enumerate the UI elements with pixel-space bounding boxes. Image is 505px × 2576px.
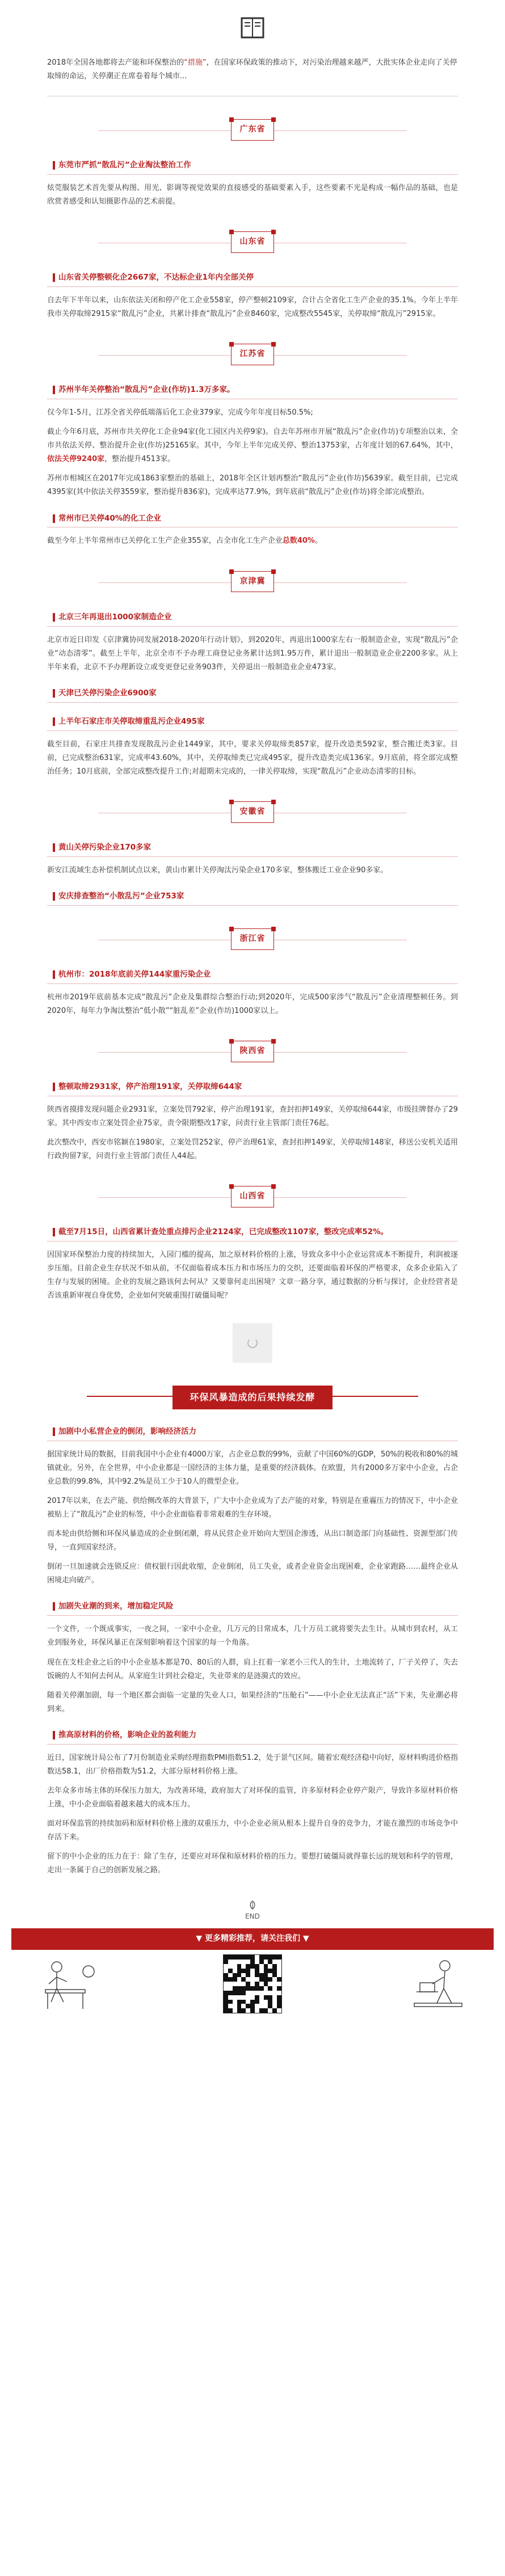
province-tag: 山东省 [231, 231, 274, 253]
heading-bar-icon [53, 1731, 55, 1739]
intro-part2: ，在国家环保政策的推动下，对污染治理越来越严，大批实体企业走向了关停取缔的命运，关停潮正在席卷着每个城市... [47, 58, 457, 81]
body-paragraph: 仅今年1-5月，江苏全省关停低端落后化工企业379家，完成今年年度目标50.5%; [47, 408, 313, 417]
aftermath-heading-text: 加剧失业潮的到来，增加稳定风险 [58, 1602, 174, 1611]
end-marker [47, 1900, 458, 1923]
sub-heading [47, 966, 458, 984]
province-section [47, 1186, 458, 1303]
province-tag-wrap [47, 1041, 458, 1063]
paragraph-text: 截止今年6月底，苏州市共关停化工企业94家(化工园区内关停9家)。自去年苏州市开展“散乱污”企业(作坊)专项整治以来，全市共依法关停、整治提升企业(作坊)25165家。其中，今年上半年完成关停、整治13753家，占年度计划的67.64%，其中， [47, 428, 458, 450]
heading-bar-icon [53, 689, 55, 698]
province-tag-wrap [47, 1186, 458, 1209]
person-laptop-illustration-icon [403, 1954, 471, 2013]
aftermath-heading [47, 1423, 458, 1441]
end-label: END [245, 1912, 260, 1921]
body-paragraph: 一个文件，一个既成事实，一夜之间，一家中小企业，几万元的日常成本，几十万员工就将要失去生计。从城市到农村，从工业到服务业，环保风暴正在深刻影响着这个国家的每一个角落。 [47, 1625, 458, 1648]
body-paragraph: 苏州市相城区在2017年完成1863家整治的基础上，2018年全区计划再整治“散乱污”企业(作坊)5639家。截至目前，已完成4395家(其中依法关停3559家，整治提升836家)，完成率达77.9%，到年底前“散乱污”企业(作坊)将全部完成整治。 [47, 474, 458, 497]
body-paragraph: 北京市近日印发《京津冀协同发展2018-2020年行动计划》，到2020年，再退出1000家左右一般制造企业，实现“散乱污”企业“动态清零”。截至上半年，北京全市不予办理工商登记业务累计达到1.95万件，累计退出一般制造业企业2200多家。从上半年来看，北京不予办理新设立或变更登记业务903件，关停退出一般制造业企业473家。 [47, 635, 458, 672]
highlight-text: 依法关停9240家 [47, 455, 105, 464]
province-section [47, 231, 458, 321]
body-paragraph [47, 534, 458, 548]
sub-heading [47, 1078, 458, 1096]
body-paragraph [47, 425, 458, 466]
qr-code-icon[interactable] [223, 1954, 282, 2013]
body-paragraph: 新安江流域生态补偿机制试点以来，黄山市累计关停淘汰污染企业170多家，整体搬迁工业企业90多家。 [47, 865, 388, 875]
sub-heading-text: 黄山关停污染企业170多家 [58, 842, 152, 852]
heading-bar-icon [53, 514, 55, 523]
book-icon [239, 15, 266, 41]
body-paragraph: 去年众多市场主体的环保压力加大，为改善环境，政府加大了对环保的监管，许多原材料企业停产限产，导致许多原材料价格上涨，中小企业面临着越来越大的成本压力。 [47, 1786, 458, 1809]
province-tag-wrap [47, 801, 458, 824]
sub-heading-text: 山东省关停整顿化企2667家，不达标企业1年内全部关停 [58, 273, 254, 282]
sub-heading [47, 713, 458, 731]
intro-quote: “措施” [184, 58, 207, 67]
body-paragraph: 2017年以来，在去产能、供给侧改革的大背景下，广大中小企业成为了去产能的对象，特别是在重霾压力的情况下，中小企业被贴上了“散乱污”企业的标签，中小企业面临着非常艰难的生存环境。 [47, 1497, 458, 1519]
sub-heading [47, 157, 458, 175]
heading-bar-icon [53, 386, 55, 394]
province-section [47, 801, 458, 906]
sub-heading [47, 381, 458, 399]
header-icon-wrap [0, 11, 505, 46]
heading-bar-icon [53, 1228, 55, 1236]
sub-heading-text: 上半年石家庄市关停取缔重乱污企业495家 [58, 716, 205, 726]
heading-bar-icon [53, 1428, 55, 1436]
body-paragraph: 据国家统计局的数据，目前我国中小企业有4000万家，占企业总数的99%，贡献了中国60%的GDP，50%的税收和80%的城镇就业。另外，在全世界，中小企业都是一国经济的主体力量，是重要的经济载体。在欧盟，共有2000多万家中小企业，占企业总数的99.8%，其中92.2%是员工少于10人的微型企业。 [47, 1450, 458, 1487]
province-tag: 京津冀 [231, 571, 274, 593]
province-section [47, 344, 458, 548]
sub-heading-text: 安庆排查整治“小散乱污”企业753家 [58, 891, 184, 901]
province-tag-wrap [47, 119, 458, 142]
aftermath-heading [47, 1598, 458, 1616]
follow-us-bar[interactable]: ▼ 更多精彩推荐，请关注我们 ▼ [11, 1928, 494, 1950]
footer-illustrations [11, 1950, 494, 2018]
sub-heading-text: 杭州市：2018年底前关停144家重污染企业 [58, 969, 211, 979]
paragraph-text: 。 [314, 537, 322, 546]
sub-heading [47, 888, 458, 906]
body-paragraph: 面对环保监管的持续加码和原材料价格上涨的双重压力，中小企业必须从根本上提升自身的竞争力，才能在激烈的市场竞争中存活下来。 [47, 1819, 458, 1842]
sub-heading-text: 常州市已关停40%的化工企业 [58, 513, 161, 523]
aftermath-section [47, 1323, 458, 1923]
province-tag: 广东省 [231, 119, 274, 141]
body-paragraph: 随着关停潮加剧，每一个地区都会面临一定量的失业人口，如果经济的“压舱石”——中小企业无法真正“活”下来，失业潮必将到来。 [47, 1691, 458, 1713]
sub-heading [47, 839, 458, 857]
aftermath-heading-text: 推高原材料的价格，影响企业的盈利能力 [58, 1730, 196, 1739]
body-paragraph: 陕西省摸排发现问题企业2931家，立案处罚792家，停产治理191家，查封扣押149家，关停取缔644家，市级挂牌督办了29家。其中西安市立案处罚企业75家，责令限期整改17家，问责行业主管部门责任76起。 [47, 1105, 458, 1127]
sub-heading-text: 东莞市严抓“散乱污”企业淘汰整治工作 [58, 161, 191, 170]
sub-heading [47, 685, 458, 703]
aftermath-banner-wrap [47, 1386, 458, 1406]
body-paragraph: 此次整改中，西安市铭颖在1980家，立案处罚252家，停产治理61家，查封扣押149家，关停取缔148家，移送公安机关适用行政拘留7家，问责行业主管部门责任人44起。 [47, 1138, 458, 1160]
aftermath-heading [47, 1726, 458, 1745]
body-paragraph: 截至目前，石家庄共排查发现散乱污企业1449家，其中，要求关停取缔类857家，提升改造类592家，整合搬迁类3家。目前，已完成整治631家，完成率43.60%，其中，关停取缔类已完成495家，提升改造类完成136家。9月底前，将全部完成整治任务；10月底前，全部完成整改提升工作;对超期未完成的，一律关停取缔，实现“散乱污”企业动态清零的目标。 [47, 740, 458, 776]
intro-paragraph [47, 53, 458, 96]
sub-heading [47, 1223, 458, 1241]
heading-bar-icon [53, 1602, 55, 1611]
heading-bar-icon [53, 843, 55, 852]
province-sections [0, 119, 505, 1303]
heading-bar-icon [53, 613, 55, 622]
body-paragraph: 炫莞服装艺术首先要从构图、用光、影调等视觉效果的直接感受的基础要素入手，这些要素不光是构成一幅作品的基础，也是欣赏者感受和认知摄影作品的艺术前提。 [47, 184, 458, 206]
body-paragraph: 因国家环保整治力度的持续加大，入园门槛的提高，加之原材料价格的上涨，导致众多中小企业运营成本不断提升，利润被逐步压缩。目前企业生存状况不如从前，不仅面临着成本压力和市场压力的交织，还要面临着环保的严格要求，众多企业陷入了生存与发展的困境。企业的发展之路该何去何从？又要靠何走出困境？文章一路分享，通过数据的分析与探讨，企业经营者是否该重新审视自身优势，企业如何突破重围打破僵局呢？ [47, 1250, 458, 1300]
heading-bar-icon [53, 717, 55, 726]
body-paragraph: 近日，国家统计局公布了7月份制造业采购经理指数PMI指数51.2，处于景气区间。随着宏观经济稳中向好，原材料购进价格指数达58.1，出厂价格指数为51.2，大部分原材料价格上涨。 [47, 1753, 458, 1776]
province-tag-wrap [47, 928, 458, 951]
province-tag: 浙江省 [231, 928, 274, 950]
sub-heading-text: 截至7月15日，山西省累计查处重点排污企业2124家，已完成整改1107家，整改完成率52%。 [58, 1227, 389, 1236]
heading-bar-icon [53, 892, 55, 901]
body-paragraph: 留下的中小企业的压力在于：除了生存，还要应对环保和原材料价格的压力。要想打破僵局就得靠长远的规划和科学的管理，走出一条属于自己的创新发展之路。 [47, 1852, 458, 1875]
image-placeholder [233, 1323, 272, 1363]
province-section [47, 119, 458, 209]
person-bench-illustration-icon [34, 1954, 102, 2013]
loading-spinner-icon [247, 1338, 258, 1348]
paragraph-text: 截至今年上半年常州市已关停化工生产企业355家，占全市化工生产企业 [47, 537, 283, 546]
sub-heading-text: 天津已关停污染企业6900家 [58, 688, 157, 698]
province-tag: 山西省 [231, 1186, 274, 1207]
province-section [47, 1041, 458, 1163]
aftermath-list [47, 1423, 458, 1877]
paragraph-text: ，整治提升4513家。 [104, 455, 175, 464]
province-tag-wrap [47, 344, 458, 366]
sub-heading [47, 609, 458, 627]
province-tag: 安徽省 [231, 801, 274, 823]
body-paragraph: 现在在支柱企业之后的中小企业基本都是70、80后的人群，肩上扛着一家老小三代人的生计，土地流转了，厂子关停了，失去饭碗的人不知何去何从。从家庭生计到社会稳定，失业带来的是涟漪式的效应。 [47, 1658, 458, 1680]
province-tag-wrap [47, 571, 458, 594]
heading-bar-icon [53, 970, 55, 979]
heading-bar-icon [53, 273, 55, 282]
body-paragraph: 自去年下半年以来，山东依法关闭和停产化工企业558家，停产整顿2109家，合计占全省化工生产企业的35.1%。今年上半年我市关停取缔2915家“散乱污”企业，共累计排查“散乱污”企业8460家，完成整改5545家，关停取缔“散乱污”2915家。 [47, 296, 458, 319]
body-paragraph: 倒闭一旦加速就会连锁反应：债权银行因此收缩，企业倒闭，员工失业，或者企业资金出现困难，企业家跑路……最终企业从困境走向破产。 [47, 1563, 458, 1585]
heading-bar-icon [53, 1083, 55, 1091]
highlight-text: 总数40% [282, 537, 315, 546]
province-tag: 陕西省 [231, 1041, 274, 1062]
heading-bar-icon [53, 161, 55, 170]
sub-heading-text: 苏州半年关停整治“散乱污”企业(作坊)1.3万多家。 [58, 385, 235, 395]
sub-heading-text: 整顿取缔2931家，停产治理191家，关停取缔644家 [58, 1082, 242, 1091]
body-paragraph: 而本轮由供给侧和环保风暴造成的企业倒闭潮，将从民营企业开始向大型国企渗透，从出口制造部门向基础性、资源型部门传导，一直到国家经济。 [47, 1530, 458, 1552]
aftermath-heading-text: 加剧中小私营企业的倒闭，影响经济活力 [58, 1427, 196, 1437]
province-tag: 江苏省 [231, 344, 274, 365]
intro-part1: 2018年全国各地都将去产能和环保整治的 [47, 58, 184, 67]
province-section [47, 928, 458, 1018]
aftermath-banner: 环保风暴造成的后果持续发酵 [172, 1386, 332, 1409]
province-section [47, 571, 458, 779]
sub-heading [47, 510, 458, 528]
sub-heading [47, 269, 458, 287]
province-tag-wrap [47, 231, 458, 254]
body-paragraph: 杭州市2019年底前基本完成“散乱污”企业及集群综合整治行动;到2020年，完成500家涉气“散乱污”企业清理整顿任务。到2020年，每年力争淘汰整治“低小散”“脏乱差”企业(作坊)1000家以上。 [47, 993, 458, 1015]
leaf-icon [247, 1900, 258, 1910]
sub-heading-text: 北京三年再退出1000家制造企业 [58, 612, 172, 622]
